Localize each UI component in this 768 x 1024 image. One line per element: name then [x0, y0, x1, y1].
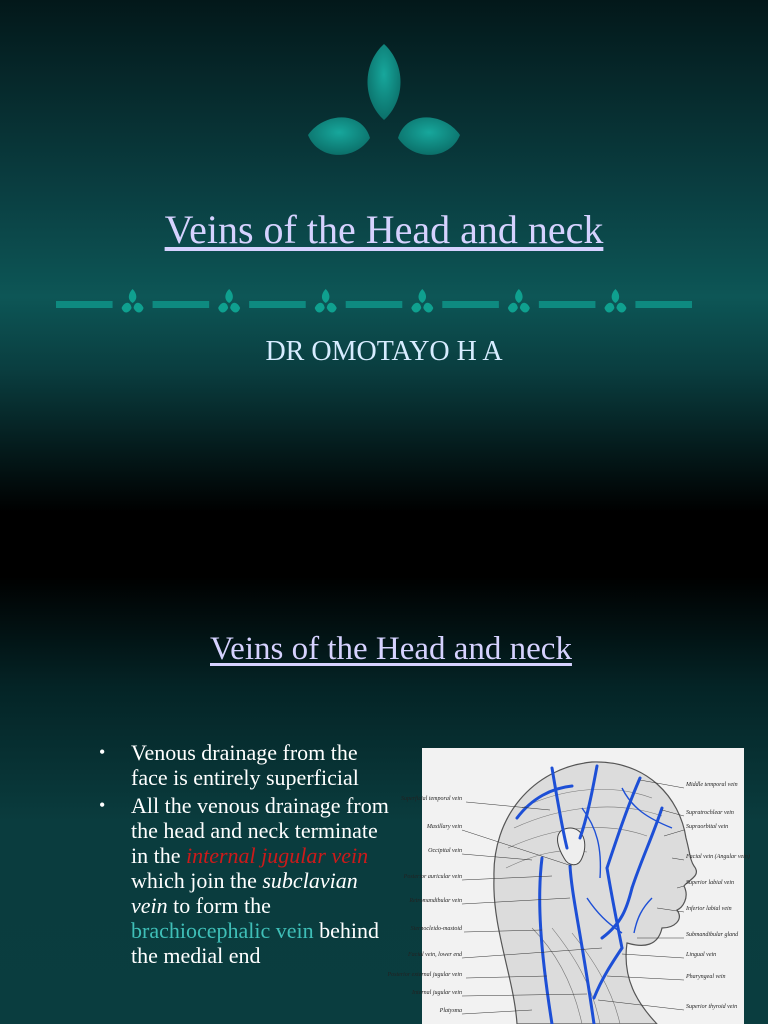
- figure-label-right: Facial vein (Angular vein): [686, 854, 750, 860]
- figure-label-left: Sternocleido-mastoid: [410, 926, 462, 932]
- highlight-internal-jugular: internal jugular vein: [186, 843, 369, 868]
- small-leaf-icon: [218, 289, 240, 313]
- bullet-text: All the venous drainage from the head and neck terminate in the: [131, 793, 389, 868]
- bullet-list: [96, 740, 396, 971]
- figure-label-left: Internal jugular vein: [412, 990, 462, 996]
- highlight-subclavian: subclavian vein: [131, 868, 358, 918]
- figure-label-left: Superficial temporal vein: [401, 796, 462, 802]
- figure-label-right: Inferior labial vein: [686, 906, 732, 912]
- figure-label-left: Retromandibular vein: [409, 898, 462, 904]
- bullet-dot-icon: •: [99, 742, 106, 762]
- bullet-item: [96, 793, 396, 968]
- small-leaf-icon: [315, 289, 337, 313]
- slide-heading: Veins of the Head and neck: [210, 631, 572, 667]
- small-leaf-icon: [508, 289, 530, 313]
- figure-label-left: Maxillary vein: [426, 824, 462, 830]
- figure-label-right: Middle temporal vein: [686, 782, 738, 788]
- figure-label-right: Superior labial vein: [686, 880, 734, 886]
- figure-label-right: Supratrochlear vein: [686, 810, 734, 816]
- figure-label-left: Posterior auricular vein: [403, 874, 462, 880]
- content-slide: [0, 576, 768, 1024]
- small-leaf-icon: [122, 289, 144, 313]
- figure-label-right: Lingual vein: [686, 952, 717, 958]
- bullet-dot-icon: •: [99, 795, 106, 815]
- bullet-text: behind the medial end: [131, 918, 380, 968]
- figure-label-right: Superior thyroid vein: [686, 1004, 738, 1010]
- bullet-item: [96, 740, 396, 790]
- small-leaf-icon: [604, 289, 626, 313]
- bullet-text: to form the: [167, 893, 271, 918]
- anatomy-figure: [387, 748, 750, 1024]
- bullet-text: Venous drainage from the face is entirely superficial: [131, 740, 359, 790]
- slide-title: Veins of the Head and neck: [164, 207, 604, 252]
- figure-label-left: Facial vein, lower end: [408, 952, 462, 958]
- leaf-divider-icon: [56, 286, 692, 316]
- figure-label-left: Posterior external jugular vein: [387, 972, 462, 978]
- figure-label-right: Submandibular gland: [686, 932, 739, 938]
- figure-label-left: Platysma: [439, 1008, 462, 1014]
- small-leaf-icon: [411, 289, 433, 313]
- head-neck-veins-illustration: [387, 748, 750, 1024]
- author-name: DR OMOTAYO H A: [265, 336, 503, 367]
- leaf-logo-icon: [304, 40, 464, 165]
- bullet-text: which join the: [131, 868, 263, 893]
- highlight-brachiocephalic: brachiocephalic vein: [131, 918, 314, 943]
- figure-label-right: Supraorbital vein: [686, 824, 729, 830]
- figure-label-left: Occipital vein: [428, 848, 462, 854]
- figure-label-right: Pharyngeal vein: [686, 974, 726, 980]
